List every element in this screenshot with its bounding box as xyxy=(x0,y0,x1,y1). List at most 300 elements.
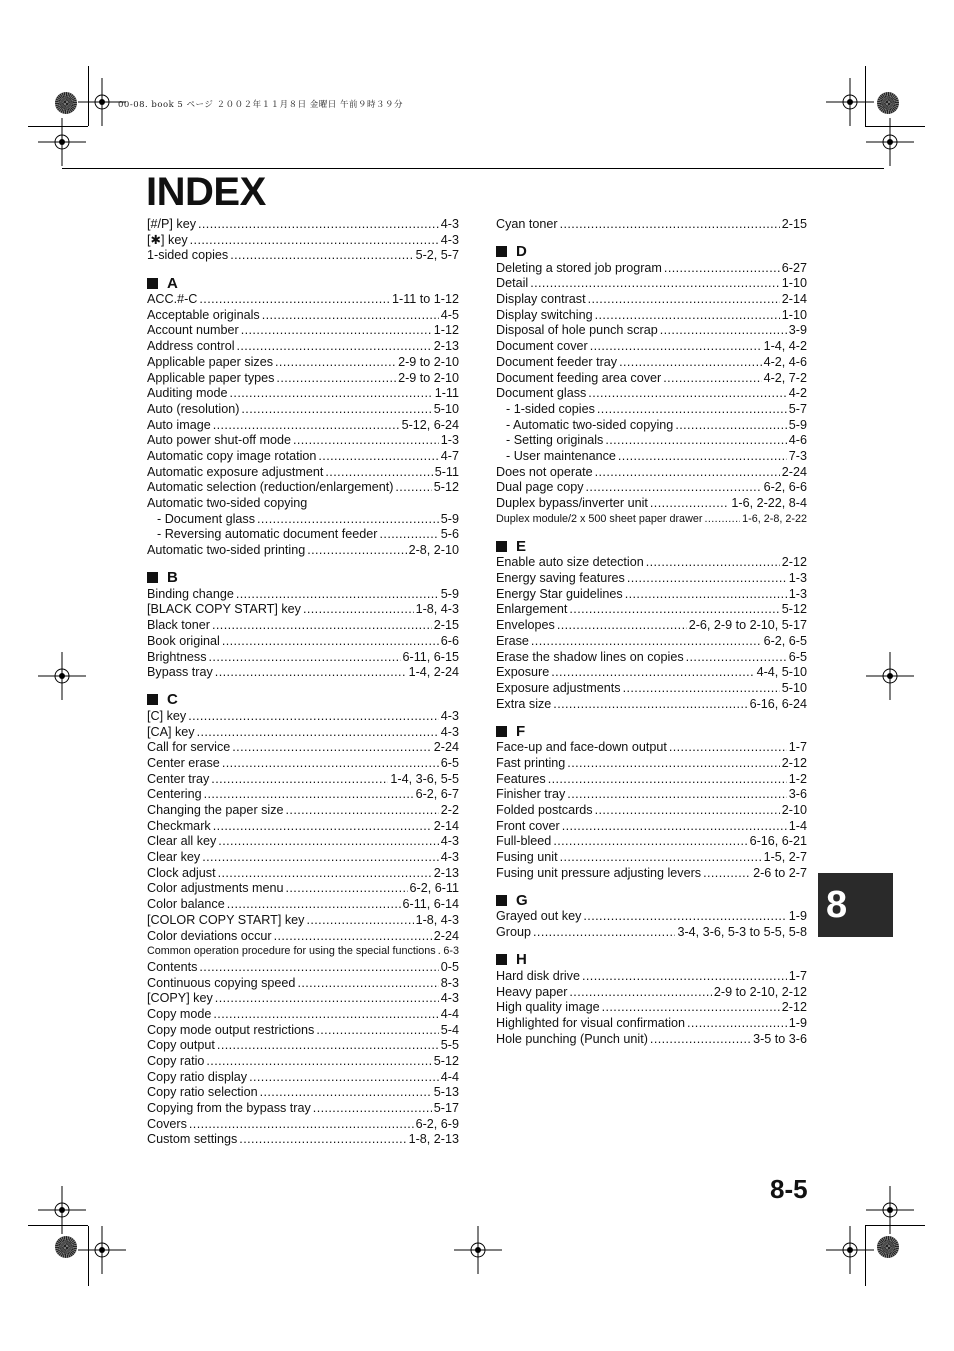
index-pages: 1-12 xyxy=(433,323,459,338)
index-term: - 1-sided copies xyxy=(506,401,595,416)
index-term: [C] key xyxy=(147,708,187,723)
index-term: Auditing mode xyxy=(147,386,228,401)
index-term: Clear key xyxy=(147,850,201,865)
dot-leader xyxy=(211,772,388,788)
index-entry xyxy=(147,480,459,496)
index-pages: 2-8, 2-10 xyxy=(408,543,459,558)
index-pages: 4-5 xyxy=(440,307,459,322)
index-pages: 2-10 xyxy=(781,803,807,817)
index-term: Copy ratio display xyxy=(147,1069,248,1084)
index-pages: 3-9 xyxy=(788,323,807,338)
index-pages: 2-15 xyxy=(433,618,459,633)
dot-leader xyxy=(237,339,432,355)
dot-leader xyxy=(262,308,439,324)
index-entry xyxy=(496,512,807,528)
index-term: Automatic two-sided printing xyxy=(147,543,306,558)
index-term: - Reversing automatic document feeder xyxy=(157,527,378,542)
index-term: Full-bleed xyxy=(496,834,552,849)
dot-leader xyxy=(230,386,433,402)
dot-leader xyxy=(206,1054,431,1070)
dot-leader xyxy=(567,787,787,803)
dot-leader xyxy=(236,587,439,603)
dot-leader xyxy=(438,944,442,960)
index-pages: 2-6, 2-9 to 2-10, 5-17 xyxy=(688,618,807,633)
color-target-icon xyxy=(55,1236,77,1258)
index-pages: 4-3 xyxy=(440,834,459,849)
index-pages: 6-2, 6-9 xyxy=(415,1116,459,1131)
dot-leader xyxy=(275,355,396,371)
index-pages: 2-24 xyxy=(781,464,807,479)
index-pages: 2-12 xyxy=(781,1000,807,1015)
index-pages: 6-5 xyxy=(440,755,459,770)
index-entry xyxy=(496,465,807,481)
square-bullet-icon xyxy=(496,726,507,737)
section-header-b xyxy=(147,569,459,587)
index-pages: 6-27 xyxy=(781,260,807,275)
dot-leader xyxy=(560,850,762,866)
index-term: Brightness xyxy=(147,649,207,664)
index-entry xyxy=(496,323,807,339)
dot-leader xyxy=(582,969,787,985)
registration-mark-icon xyxy=(866,652,914,700)
index-pages: 4-4 xyxy=(440,1069,459,1084)
dot-leader xyxy=(199,960,438,976)
dot-leader xyxy=(202,850,439,866)
index-pages: 4-3 xyxy=(440,708,459,723)
dot-leader xyxy=(197,725,439,741)
section-header-a xyxy=(147,274,459,292)
index-pages: 1-3 xyxy=(788,571,807,586)
index-pages: 2-9 to 2-10, 2-12 xyxy=(713,984,807,999)
dot-leader xyxy=(215,665,407,681)
index-term: Centering xyxy=(147,787,202,802)
index-term: Fast printing xyxy=(496,755,566,770)
index-pages: 1-8, 4-3 xyxy=(415,912,459,927)
index-pages: 4-4 xyxy=(440,1006,459,1021)
index-term: Energy Star guidelines xyxy=(496,586,623,601)
index-entry xyxy=(496,985,807,1001)
index-term: Fusing unit pressure adjusting levers xyxy=(496,865,702,880)
index-term: Automatic copy image rotation xyxy=(147,448,317,463)
registration-mark-icon xyxy=(38,652,86,700)
registration-mark-icon xyxy=(826,1226,874,1274)
index-entry xyxy=(496,602,807,618)
index-term: Auto power shut-off mode xyxy=(147,433,291,448)
dot-leader xyxy=(687,1016,787,1032)
index-entry xyxy=(147,602,459,618)
dot-leader xyxy=(274,929,432,945)
dot-leader xyxy=(625,587,787,603)
index-entry xyxy=(496,261,807,277)
index-term: Extra size xyxy=(496,696,552,711)
index-term: Center tray xyxy=(147,771,210,786)
index-pages: 1-6, 2-8, 2-22 xyxy=(742,512,807,525)
trim-mark xyxy=(865,66,866,126)
index-entry xyxy=(147,465,459,481)
section-header-f xyxy=(496,722,807,740)
dot-leader xyxy=(218,834,439,850)
dot-leader xyxy=(619,355,761,371)
index-term: Document feeding area cover xyxy=(496,370,662,385)
index-entry xyxy=(147,386,459,402)
dot-leader xyxy=(218,866,432,882)
dot-leader xyxy=(618,449,787,465)
index-entry xyxy=(147,292,459,308)
index-pages: 3-5 to 3-6 xyxy=(753,1031,807,1046)
square-bullet-icon xyxy=(496,541,507,552)
index-entry xyxy=(147,772,459,788)
index-entry xyxy=(147,402,459,418)
dot-leader xyxy=(567,756,779,772)
index-entry xyxy=(147,339,459,355)
index-term: Finisher tray xyxy=(496,787,566,802)
dot-leader xyxy=(190,233,439,249)
index-entry xyxy=(147,665,459,681)
index-entry xyxy=(147,929,459,945)
index-pages: 2-12 xyxy=(781,555,807,570)
section-letter: C xyxy=(167,691,178,709)
dot-leader xyxy=(548,772,787,788)
index-term: Disposal of hole punch scrap xyxy=(496,323,658,338)
index-term: Account number xyxy=(147,323,239,338)
color-target-icon xyxy=(877,1236,899,1258)
index-term: Hard disk drive xyxy=(496,968,580,983)
index-term: - Setting originals xyxy=(506,433,604,448)
index-pages: 5-12 xyxy=(433,1054,459,1068)
square-bullet-icon xyxy=(496,954,507,965)
index-term: Group xyxy=(496,925,532,940)
index-pages: 2-9 to 2-10 xyxy=(398,370,459,385)
index-entry xyxy=(496,1016,807,1032)
index-term: [COLOR COPY START] key xyxy=(147,912,305,927)
dot-leader xyxy=(663,371,761,387)
index-entry xyxy=(496,756,807,772)
section-letter: D xyxy=(516,243,527,261)
square-bullet-icon xyxy=(496,895,507,906)
index-entry xyxy=(496,787,807,803)
index-term: [#/P] key xyxy=(147,217,196,231)
index-entry xyxy=(496,217,807,233)
index-entry xyxy=(496,571,807,587)
index-entry xyxy=(496,803,807,819)
index-entry xyxy=(496,308,807,324)
index-entry xyxy=(496,276,807,292)
index-pages: 6-2, 6-5 xyxy=(763,633,807,648)
dot-leader xyxy=(241,323,432,339)
dot-leader xyxy=(623,681,780,697)
dot-leader xyxy=(297,976,438,992)
index-entry xyxy=(147,897,459,913)
index-term: Document glass xyxy=(496,386,587,401)
trim-mark xyxy=(88,66,89,126)
dot-leader xyxy=(588,386,787,402)
index-term: Book original xyxy=(147,633,220,648)
index-pages: 2-9 to 2-10 xyxy=(398,354,459,369)
index-term: Changing the paper size xyxy=(147,803,284,817)
trim-mark xyxy=(28,126,88,127)
chapter-tab xyxy=(818,873,893,937)
index-term: Front cover xyxy=(496,818,560,833)
dot-leader xyxy=(222,634,439,650)
dot-leader xyxy=(217,1038,439,1054)
section-header-h xyxy=(496,951,807,969)
index-pages: 4-3 xyxy=(440,991,459,1006)
dot-leader xyxy=(569,602,779,618)
index-entry xyxy=(147,913,459,929)
index-pages: 4-2 xyxy=(788,386,807,401)
index-entry xyxy=(496,1000,807,1016)
index-term: Continuous copying speed xyxy=(147,975,296,990)
index-entry xyxy=(147,991,459,1007)
dot-leader xyxy=(551,665,754,681)
index-entry xyxy=(496,665,807,681)
index-pages: 7-3 xyxy=(788,448,807,463)
index-pages: 1-5, 2-7 xyxy=(763,850,807,865)
trim-mark xyxy=(28,1225,88,1226)
index-term: - Automatic two-sided copying xyxy=(506,417,674,432)
index-pages: 6-16, 6-21 xyxy=(749,834,807,849)
index-term: Applicable paper types xyxy=(147,370,275,385)
dot-leader xyxy=(380,527,439,543)
index-pages: 5-17 xyxy=(433,1101,459,1116)
dot-leader xyxy=(286,881,408,897)
index-term: Envelopes xyxy=(496,618,555,633)
color-target-icon xyxy=(55,92,77,114)
index-entry xyxy=(147,976,459,992)
index-term: Document feeder tray xyxy=(496,354,618,369)
index-pages: 2-24 xyxy=(433,928,459,943)
index-term: Auto image xyxy=(147,417,211,432)
index-term: Features xyxy=(496,771,546,786)
dot-leader xyxy=(241,402,431,418)
index-pages: 5-9 xyxy=(440,586,459,601)
index-entry xyxy=(496,740,807,756)
dot-leader xyxy=(307,543,406,559)
dot-leader xyxy=(646,555,780,571)
index-entry xyxy=(496,496,807,512)
section-letter: B xyxy=(167,569,178,587)
index-entry xyxy=(496,292,807,308)
dot-leader xyxy=(588,292,780,308)
index-term: Black toner xyxy=(147,618,210,633)
index-pages: 1-3 xyxy=(440,433,459,448)
index-term: Applicable paper sizes xyxy=(147,354,274,369)
dot-leader xyxy=(212,618,432,634)
index-pages: 1-9 xyxy=(788,909,807,924)
index-pages: 1-10 xyxy=(781,276,807,291)
index-pages: 6-16, 6-24 xyxy=(749,696,807,711)
dot-leader xyxy=(686,650,787,666)
dot-leader xyxy=(531,634,762,650)
index-term: Automatic selection (reduction/enlargement) xyxy=(147,480,394,495)
dot-leader xyxy=(232,740,432,756)
index-pages: 1-10 xyxy=(781,307,807,322)
index-pages: 2-14 xyxy=(781,292,807,307)
dot-leader xyxy=(597,402,787,418)
index-pages: 3-4, 3-6, 5-3 to 5-5, 5-8 xyxy=(677,925,807,940)
index-term: Enlargement xyxy=(496,602,568,617)
index-term: Covers xyxy=(147,1116,187,1131)
index-term: Checkmark xyxy=(147,818,211,833)
dot-leader xyxy=(703,866,751,882)
index-entry xyxy=(496,418,807,434)
index-entry xyxy=(496,480,807,496)
dot-leader xyxy=(557,618,687,634)
index-entry xyxy=(496,371,807,387)
index-pages: 1-11 to 1-12 xyxy=(392,292,459,307)
dot-leader xyxy=(533,925,675,941)
trim-mark xyxy=(865,1226,866,1286)
chapter-tab-label: 8 xyxy=(826,883,848,926)
index-pages: 5-7 xyxy=(788,401,807,416)
index-pages: 4-4, 5-10 xyxy=(756,665,807,680)
index-pages: 5-2, 5-7 xyxy=(415,248,459,263)
print-info-header: 00-08. book 5 ページ ２００２年１１月８日 金曜日 午前９時３９分 xyxy=(118,100,403,110)
dot-leader xyxy=(213,819,432,835)
index-term: Acceptable originals xyxy=(147,307,260,322)
index-term: Hole punching (Punch unit) xyxy=(496,1031,648,1046)
index-term: Copy mode output restrictions xyxy=(147,1022,315,1037)
index-entry xyxy=(496,909,807,925)
index-pages: 1-6, 2-22, 8-4 xyxy=(731,496,807,510)
index-entry xyxy=(147,355,459,371)
section-header-c xyxy=(147,691,459,709)
index-entry xyxy=(147,944,459,960)
index-term: [BLACK COPY START] key xyxy=(147,602,301,617)
section-letter: E xyxy=(516,537,527,555)
index-entry xyxy=(496,433,807,449)
index-entry xyxy=(147,618,459,634)
dot-leader xyxy=(583,909,786,925)
page-title: INDEX xyxy=(146,170,266,214)
index-pages: 5-12, 6-24 xyxy=(401,417,459,432)
index-pages: 1-7 xyxy=(788,740,807,755)
dot-leader xyxy=(257,512,439,528)
index-pages: 8-3 xyxy=(440,975,459,990)
index-entry xyxy=(147,323,459,339)
index-term: Color adjustments menu xyxy=(147,881,284,896)
index-term: Exposure xyxy=(496,665,550,680)
index-entry xyxy=(147,1023,459,1039)
index-pages: 6-5 xyxy=(788,649,807,664)
index-term: Display switching xyxy=(496,307,593,322)
dot-leader xyxy=(595,465,780,481)
index-pages: 6-11, 6-15 xyxy=(402,649,459,664)
index-term: Fusing unit xyxy=(496,850,558,865)
index-term: Call for service xyxy=(147,740,231,755)
index-term: Erase xyxy=(496,633,529,648)
index-pages: 1-3 xyxy=(788,586,807,601)
index-term: Address control xyxy=(147,339,235,354)
dot-leader xyxy=(627,571,787,587)
index-entry xyxy=(147,1117,459,1133)
index-entry xyxy=(147,527,459,543)
dot-leader xyxy=(595,308,780,324)
dot-leader xyxy=(188,709,439,725)
index-term: Binding change xyxy=(147,586,234,601)
section-letter: G xyxy=(516,891,528,909)
dot-leader xyxy=(239,1132,406,1148)
dot-leader xyxy=(605,433,786,449)
index-entry xyxy=(147,960,459,976)
index-term: Automatic exposure adjustment xyxy=(147,464,324,479)
index-entry xyxy=(496,969,807,985)
dot-leader xyxy=(595,803,780,819)
dot-leader xyxy=(664,261,780,277)
index-term: Bypass tray xyxy=(147,665,213,680)
dot-leader xyxy=(660,323,787,339)
dot-leader xyxy=(215,991,439,1007)
index-entry xyxy=(147,756,459,772)
section-header-e xyxy=(496,537,807,555)
index-entry xyxy=(496,650,807,666)
index-pages: 6-11, 6-14 xyxy=(402,897,459,912)
dot-leader xyxy=(553,697,747,713)
dot-leader xyxy=(213,1007,438,1023)
index-term: Clear all key xyxy=(147,834,217,849)
index-pages: 2-15 xyxy=(781,217,807,231)
index-term: Automatic two-sided copying xyxy=(147,496,308,510)
index-pages: 1-8, 4-3 xyxy=(415,602,459,617)
index-pages: 0-5 xyxy=(440,959,459,974)
index-entry xyxy=(496,925,807,941)
index-entry xyxy=(496,587,807,603)
index-entry xyxy=(147,496,459,512)
index-term: Custom settings xyxy=(147,1132,238,1147)
section-letter: H xyxy=(516,951,527,969)
dot-leader xyxy=(260,1085,432,1101)
trim-mark xyxy=(865,1225,925,1226)
index-pages: 1-8, 2-13 xyxy=(408,1132,459,1147)
index-entry xyxy=(147,371,459,387)
index-entry xyxy=(147,650,459,666)
dot-leader xyxy=(318,449,438,465)
index-pages: 1-11 xyxy=(434,386,459,401)
index-pages: 6-2, 6-6 xyxy=(763,480,807,495)
index-pages: 2-2 xyxy=(440,803,459,817)
index-pages: 1-7 xyxy=(788,968,807,983)
index-entry xyxy=(147,248,459,264)
index-pages: 4-6 xyxy=(788,433,807,448)
index-term: Copy mode xyxy=(147,1006,212,1021)
index-entry xyxy=(496,697,807,713)
index-term: Does not operate xyxy=(496,464,593,479)
index-column-left xyxy=(147,217,459,1148)
index-entry xyxy=(147,308,459,324)
index-pages: 5-13 xyxy=(433,1085,459,1100)
index-entry xyxy=(147,449,459,465)
index-pages: 2-13 xyxy=(433,865,459,880)
index-term: 1-sided copies xyxy=(147,248,229,263)
index-entry xyxy=(147,1038,459,1054)
index-term: Heavy paper xyxy=(496,984,568,999)
index-term: Cyan toner xyxy=(496,217,558,231)
index-term: Grayed out key xyxy=(496,909,582,924)
registration-mark-icon xyxy=(78,1226,126,1274)
index-entry xyxy=(496,555,807,571)
index-pages: 2-12 xyxy=(781,755,807,770)
index-entry xyxy=(147,1085,459,1101)
index-term: [COPY] key xyxy=(147,991,213,1006)
index-entry xyxy=(496,850,807,866)
square-bullet-icon xyxy=(147,278,158,289)
index-pages: 1-4, 3-6, 5-5 xyxy=(390,771,459,786)
index-entry xyxy=(496,1032,807,1048)
index-pages: 5-12 xyxy=(433,480,459,495)
index-term: Enable auto size detection xyxy=(496,555,644,570)
dot-leader xyxy=(586,480,762,496)
index-entry xyxy=(147,866,459,882)
